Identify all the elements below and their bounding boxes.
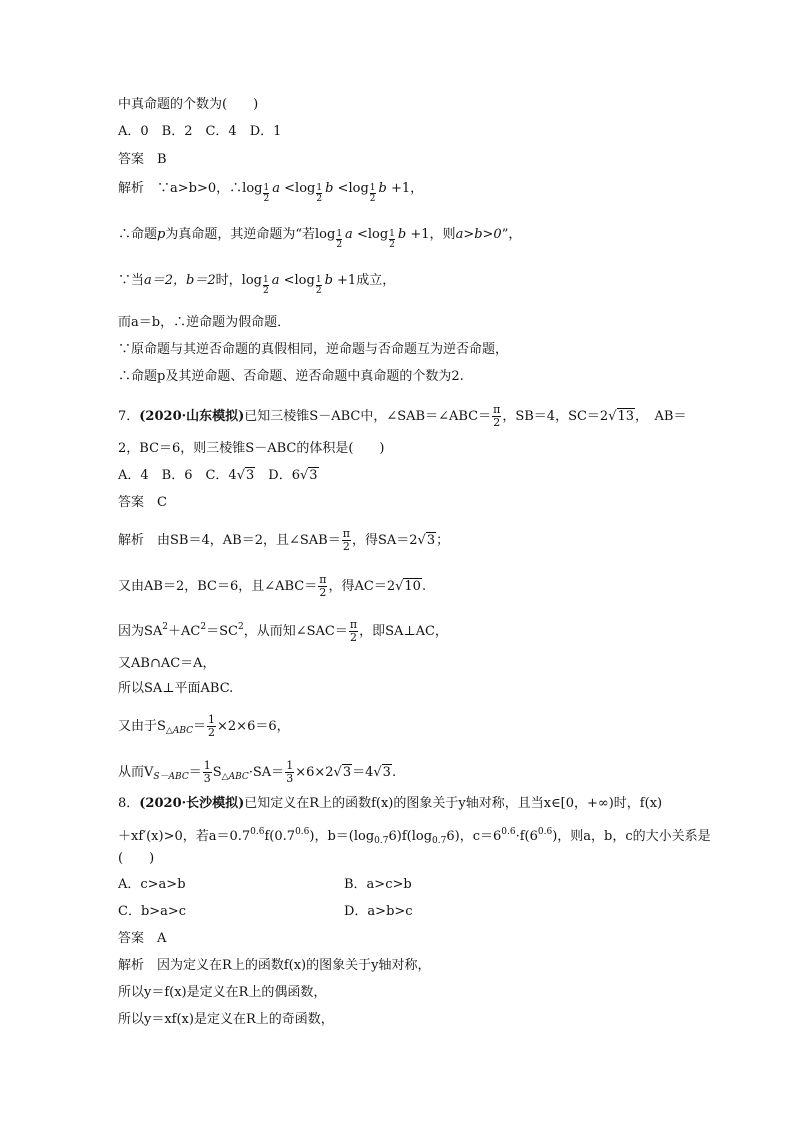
q6-answer <box>118 151 167 169</box>
text: ∵a>b>0，∴ <box>157 181 243 196</box>
log-expr: log $\frac{1}{2}$ a <log $\frac{1}{2}$ b <log $\frac{1}{2}$ b +1， <box>242 181 424 204</box>
q6-solution-line-4: 而a＝b，∴逆命题为假命题． <box>118 315 291 330</box>
q7-solution-5: 所以SA⊥平面ABC. <box>118 681 234 696</box>
q8-solution-1: 解析 因为定义在R上的函数f(x)的图象关于y轴对称， <box>118 958 431 973</box>
q7-solution-3: 因为$SA^2+AC^2=SC^2$，从而知∠SAC＝ $\frac{\pi}{2}$ ，即SA⊥AC， <box>118 618 448 644</box>
q6-stem-tail: 中真命题的个数为( ) <box>118 97 259 112</box>
q7-solution-6: 又由于$S_{\triangle ABC}=$ $\frac{1}{2}$ ×2×6＝6， <box>118 713 290 739</box>
q7-solution-2: 又由AB＝2，BC＝6，且∠ABC＝ $\frac{\pi}{2}$ ，得AC＝2√10. <box>118 573 427 599</box>
q6-solution-line-3: ∵当a＝2，b＝2时，log $\frac{1}{2}$ a <log $\frac{1}{2}$ b +1成立， <box>118 273 396 296</box>
q6-solution-line-5: ∵原命题与其逆否命题的真假相同，逆命题与否命题互为逆否命题， <box>118 342 509 357</box>
q7-solution-1: 解析 由SB＝4，AB＝2，且∠SAB＝ $\frac{\pi}{2}$ ，得SA＝2√3； <box>118 527 450 553</box>
q8-stem-line-1: 8．(2020·长沙模拟)已知定义在R上的函数f(x)的图象关于y轴对称，且当x∈[0，+∞)时，f(x) <box>118 796 663 811</box>
option-a: A．c>a>b <box>118 877 186 892</box>
q7-stem-line-1: 7．(2020·山东模拟)已知三棱锥S－ABC中，∠SAB＝∠ABC＝ $\frac{\pi}{2}$ ，SB＝4，SC＝2√13， AB＝ <box>118 403 687 429</box>
q8-paren: ( ) <box>118 851 155 866</box>
q6-solution-line-6: ∴命题p及其逆命题、否命题、逆否命题中真命题的个数为2. <box>118 369 464 384</box>
q7-options: A．4 B．6 C．4√3 D．6√3 <box>118 468 318 483</box>
q7-answer: 答案 C <box>118 495 167 510</box>
q7-solution-7: 从而$V_{S-ABC}=$ $\frac{1}{3}$ $S_{\triangle ABC}\cdot SA=$ $\frac{1}{3}$ ×6×2√3＝4√3. <box>118 759 397 785</box>
q7-source: (2020·山东模拟) <box>139 409 245 424</box>
q8-solution-2: 所以y＝f(x)是定义在R上的偶函数， <box>118 985 327 1000</box>
answer-label: 答案 <box>118 152 145 167</box>
q7-stem-line-2: 2，BC＝6，则三棱锥S－ABC的体积是( ) <box>118 441 385 456</box>
option-d: D．a>b>c <box>344 904 413 919</box>
q8-stem-line-2: ＋xf′(x)>0，若$a=0.7^{0.6}f(0.7^{0.6})$，$b=(\log_{0.7}6)f(\log_{0.7}6)$，$c=6^{0.6}\cdot f(6^{0.6})$，则a，b，c的大小关系是 <box>118 827 711 846</box>
answer-value: B <box>157 152 167 167</box>
q6-solution-line-2: ∴命题p为真命题，其逆命题为“若log $\frac{1}{2}$ a <log $\frac{1}{2}$ b +1，则a>b>0”， <box>118 227 522 250</box>
option-b: B．a>c>b <box>344 877 412 892</box>
q6-options: A．0 B．2 C．4 D．1 <box>118 124 282 139</box>
q6-solution-line-1 <box>118 180 423 204</box>
q8-solution-3: 所以y＝xf(x)是定义在R上的奇函数， <box>118 1012 334 1027</box>
solution-label: 解析 <box>118 181 145 196</box>
q8-options-row-2 <box>118 903 678 921</box>
q8-options-row-1 <box>118 876 678 894</box>
q8-answer: 答案 A <box>118 931 167 946</box>
q7-solution-4: 又AB∩AC＝A， <box>118 656 216 671</box>
q8-source: (2020·长沙模拟) <box>139 796 245 811</box>
option-c: C．b>a>c <box>118 904 187 919</box>
